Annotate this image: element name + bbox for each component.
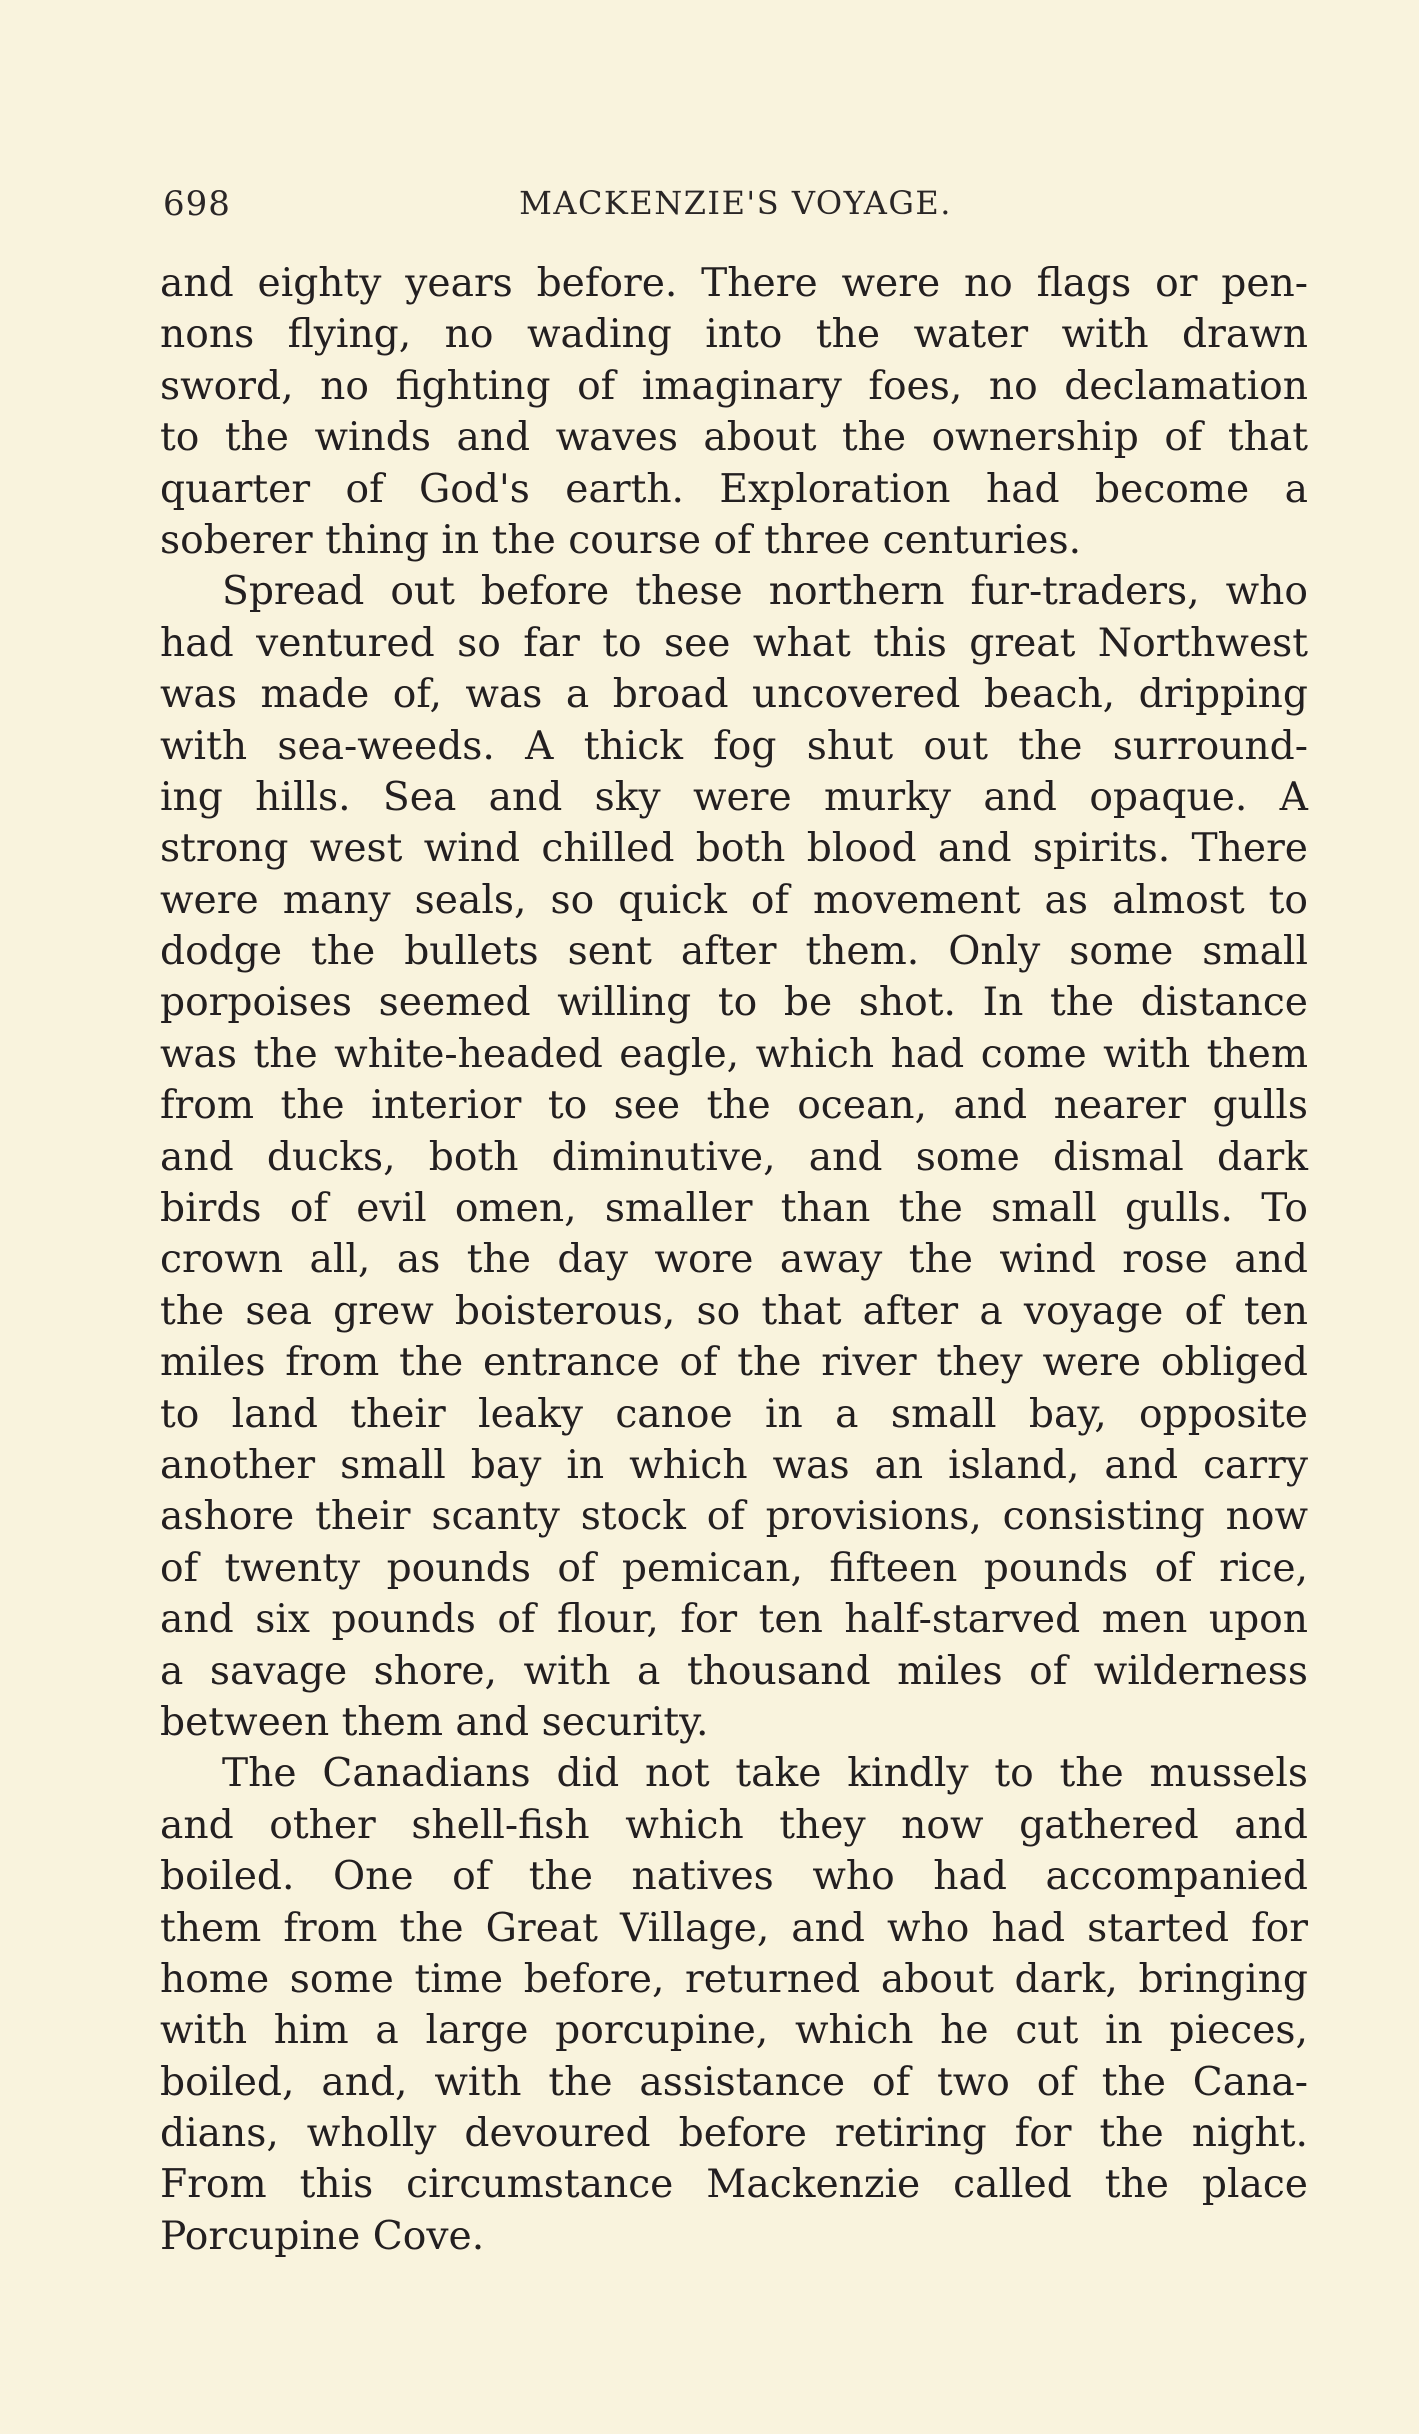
text-line: boiled, and, with the assistance of two of the Cana- bbox=[160, 2059, 1308, 2105]
text-line: soberer thing in the course of three centuries. bbox=[160, 517, 1082, 563]
running-title: MACKENZIE'S VOYAGE. bbox=[519, 184, 952, 222]
text-line: porpoises seemed willing to be shot. In the distance bbox=[160, 980, 1308, 1026]
text-line: ashore their scanty stock of provisions, consisting now bbox=[160, 1494, 1308, 1540]
text-line: was the white-headed eagle, which had come with them bbox=[160, 1031, 1308, 1077]
text-line: crown all, as the day wore away the wind rose and bbox=[160, 1237, 1308, 1283]
text-line: home some time before, returned about dark, bringing bbox=[160, 1956, 1308, 2002]
page-header bbox=[163, 180, 1308, 236]
text-line: nons flying, no wading into the water with drawn bbox=[160, 312, 1308, 358]
text-line: to land their leaky canoe in a small bay, opposite bbox=[160, 1391, 1308, 1437]
text-line: ing hills. Sea and sky were murky and opaque. A bbox=[160, 774, 1308, 820]
text-line: to the winds and waves about the ownership of that bbox=[160, 415, 1308, 461]
text-line: with him a large porcupine, which he cut in pieces, bbox=[160, 2008, 1308, 2054]
text-line: a savage shore, with a thousand miles of wilderness bbox=[160, 1648, 1308, 1694]
text-line: quarter of God's earth. Exploration had become a bbox=[160, 466, 1308, 512]
body-text bbox=[160, 258, 1308, 2262]
text-line: were many seals, so quick of movement as almost to bbox=[160, 877, 1308, 923]
text-line: and six pounds of flour, for ten half-starved men upon bbox=[160, 1597, 1308, 1643]
text-line: The Canadians did not take kindly to the mussels bbox=[222, 1751, 1308, 1797]
page-number: 698 bbox=[163, 184, 231, 224]
text-line: another small bay in which was an island, and carry bbox=[160, 1442, 1308, 1488]
text-line: strong west wind chilled both blood and spirits. There bbox=[160, 826, 1308, 872]
text-line: From this circumstance Mackenzie called the place bbox=[160, 2162, 1308, 2208]
text-line: them from the Great Village, and who had started for bbox=[160, 1905, 1308, 1951]
paragraph-2 bbox=[160, 566, 1308, 1748]
text-line: the sea grew boisterous, so that after a voyage of ten bbox=[160, 1288, 1308, 1334]
text-line: was made of, was a broad uncovered beach, dripping bbox=[160, 672, 1308, 718]
text-line: from the interior to see the ocean, and nearer gulls bbox=[160, 1083, 1308, 1129]
text-line: birds of evil omen, smaller than the small gulls. To bbox=[160, 1186, 1308, 1232]
text-line: dodge the bullets sent after them. Only some small bbox=[160, 929, 1308, 975]
text-line: and ducks, both diminutive, and some dismal dark bbox=[160, 1134, 1308, 1180]
text-line: boiled. One of the natives who had accompanied bbox=[160, 1854, 1308, 1900]
text-line: miles from the entrance of the river they were obliged bbox=[160, 1340, 1308, 1386]
text-line: dians, wholly devoured before retiring for the night. bbox=[160, 2111, 1308, 2157]
text-line: Spread out before these northern fur-traders, who bbox=[222, 569, 1308, 615]
text-line: and eighty years before. There were no flags or pen- bbox=[160, 261, 1308, 306]
text-line: between them and security. bbox=[160, 1699, 709, 1745]
text-line: sword, no fighting of imaginary foes, no declamation bbox=[160, 363, 1308, 409]
paragraph-3 bbox=[160, 1748, 1308, 2262]
text-line: of twenty pounds of pemican, fifteen pounds of rice, bbox=[160, 1545, 1308, 1591]
text-line: had ventured so far to see what this great Northwest bbox=[160, 620, 1308, 666]
paragraph-1 bbox=[160, 258, 1308, 566]
text-line: and other shell-fish which they now gathered and bbox=[160, 1802, 1308, 1848]
text-line: Porcupine Cove. bbox=[160, 2213, 485, 2259]
text-line: with sea-weeds. A thick fog shut out the surround- bbox=[160, 723, 1308, 769]
